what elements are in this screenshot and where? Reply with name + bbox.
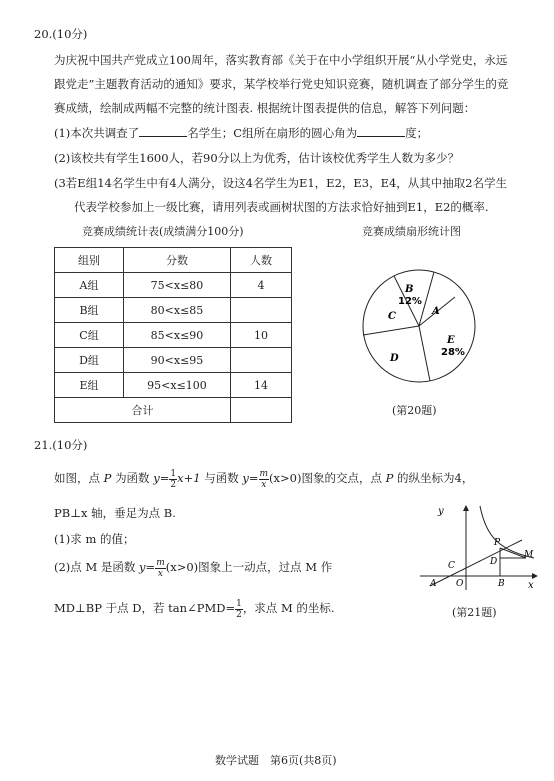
- q21-s3-text-a: MD⊥BP 于点 D，若 tan∠PMD=: [54, 601, 236, 615]
- table-header-cell: 人数: [231, 248, 292, 273]
- fraction-numerator: 1: [236, 598, 242, 609]
- fraction-denominator: 2: [236, 609, 242, 620]
- graph-label-y: y: [438, 506, 444, 517]
- formula-1-fraction: [169, 469, 177, 490]
- score-pie-chart: [360, 255, 484, 405]
- pie-label-b-percent: 12%: [398, 296, 422, 307]
- table-cell: 75<x≤80: [124, 273, 231, 298]
- table-cell: [231, 298, 292, 323]
- pie-label-a: A: [432, 306, 440, 317]
- page-footer: 数学试题 第6页(共8页): [215, 754, 337, 767]
- table-total-row: [55, 398, 292, 423]
- q21-subquestion-2-line-2: [54, 596, 335, 620]
- table-header-cell: 组别: [55, 248, 124, 273]
- table-cell: 14: [231, 373, 292, 398]
- q21-line-2: PB⊥x 轴，垂足为点 B.: [54, 506, 176, 520]
- table-cell: 4: [231, 273, 292, 298]
- q21-l1-text-c: 为函数: [115, 471, 150, 485]
- table-row: [55, 298, 292, 323]
- fraction-denominator: x: [261, 479, 267, 490]
- formula-2-fraction: [259, 469, 270, 490]
- pie-label-b: B: [405, 284, 414, 295]
- q21-subquestion-2: [54, 555, 332, 579]
- q20-header: 20.(10分): [34, 27, 88, 41]
- q21-s3-text-b: ，求点 M 的坐标.: [242, 601, 335, 615]
- q20-paragraph-line-3: 赛成绩，绘制成两幅不完整的统计图表. 根据统计图表提供的信息，解答下列问题：: [54, 101, 476, 115]
- q20-subquestion-3-line-2: 代表学校参加上一级比赛，请用列表或画树状图的方法求恰好抽到E1，E2的概率.: [74, 200, 489, 214]
- fraction-numerator: 1: [170, 468, 177, 479]
- graph-label-x: x: [528, 580, 534, 591]
- fraction-numerator: m: [156, 557, 165, 568]
- table-cell: 85<x≤90: [124, 323, 231, 348]
- q20-s1-part-a: (1)本次共调查了: [54, 126, 140, 140]
- q21-l1-text-d: 与函数: [204, 471, 239, 485]
- graph-label-o: O: [456, 579, 464, 589]
- table-row: [55, 273, 292, 298]
- x-axis-arrow: [532, 573, 538, 579]
- q20-s1-part-b: 名学生；C组所在扇形的圆心角为: [187, 126, 358, 140]
- graph-label-p: P: [494, 538, 501, 548]
- q21-header: 21.(10分): [34, 438, 88, 452]
- y-axis-arrow: [463, 505, 469, 511]
- q21-function-graph: [416, 502, 544, 592]
- table-cell: 80<x≤85: [124, 298, 231, 323]
- pie-label-d: D: [390, 353, 399, 364]
- pie-label-c: C: [388, 311, 396, 322]
- q20-pie-title: 竞赛成绩扇形统计图: [362, 225, 461, 238]
- q21-l1-point-p: P: [103, 471, 112, 485]
- formula-1-rhs: x+1: [177, 471, 201, 485]
- table-cell: D组: [55, 348, 124, 373]
- q20-caption: (第20题): [392, 404, 437, 417]
- table-cell: 95<x≤100: [124, 373, 231, 398]
- table-cell: [231, 348, 292, 373]
- formula-2-lhs: y=: [242, 471, 259, 485]
- q20-subquestion-3-line-1: (3若E组14名学生中有4人满分，设这4名学生为E1，E2，E3，E4，从其中抽取2名学生: [54, 176, 508, 190]
- table-header-cell: 分数: [124, 248, 231, 273]
- formula-3-fraction: [235, 599, 243, 620]
- q21-l1-text-e: (x>0)图象的交点，点: [269, 471, 382, 485]
- table-cell: [231, 398, 292, 423]
- table-row: [55, 323, 292, 348]
- q20-paragraph-line-2: 跟党走”主题教育活动的通知》要求，某学校举行党史知识竞赛，随机调查了部分学生的竞: [54, 77, 509, 91]
- q20-subquestion-2: (2)该校共有学生1600人，若90分以上为优秀，估计该校优秀学生人数为多少？: [54, 151, 460, 165]
- pie-sector-line: [419, 326, 430, 381]
- q21-s2-text-b: (x>0)图象上一动点，过点 M 作: [165, 560, 333, 574]
- graph-label-c: C: [448, 561, 455, 571]
- q21-line-1: [54, 466, 473, 490]
- segment-pm: [500, 548, 526, 558]
- graph-label-m: M: [524, 550, 534, 560]
- q21-s2-text-a: (2)点 M 是函数: [54, 560, 136, 574]
- formula-2b-fraction: [155, 558, 166, 579]
- q20-s1-part-c: 度；: [405, 126, 429, 140]
- fraction-denominator: 2: [170, 479, 177, 490]
- graph-label-a: A: [430, 579, 437, 589]
- table-cell: 10: [231, 323, 292, 348]
- table-row: [55, 348, 292, 373]
- table-cell: B组: [55, 298, 124, 323]
- q20-table-title: 竞赛成绩统计表(成绩满分100分): [82, 225, 244, 238]
- table-cell: A组: [55, 273, 124, 298]
- table-total-label: 合计: [55, 398, 231, 423]
- q20-paragraph-line-1: 为庆祝中国共产党成立100周年，落实教育部《关于在中小学组织开展“从小学党史，永远: [54, 53, 508, 67]
- q20-s1-blank-2: [357, 125, 405, 137]
- pie-label-e: E: [447, 335, 455, 346]
- pie-sector-line: [363, 326, 419, 335]
- q21-caption: (第21题): [452, 606, 497, 619]
- q20-s1-blank-1: [139, 125, 187, 137]
- table-cell: E组: [55, 373, 124, 398]
- graph-label-d: D: [490, 557, 498, 567]
- fraction-numerator: m: [259, 468, 269, 479]
- table-cell: C组: [55, 323, 124, 348]
- table-cell: 90<x≤95: [124, 348, 231, 373]
- formula-1-lhs: y=: [153, 471, 170, 485]
- q21-subquestion-1: (1)求 m 的值；: [54, 532, 135, 546]
- q21-l1-point-p-2: P: [385, 471, 394, 485]
- score-statistics-table: [54, 247, 292, 423]
- q21-l1-text-a: 如图，点: [54, 471, 100, 485]
- fraction-denominator: x: [157, 568, 163, 579]
- graph-label-b: B: [498, 579, 505, 589]
- formula-2b-lhs: y=: [139, 560, 156, 574]
- pie-label-e-percent: 28%: [441, 347, 465, 358]
- table-header-row: [55, 248, 292, 273]
- linear-function-line: [430, 540, 522, 586]
- q21-l1-text-g: 的纵坐标为4，: [397, 471, 474, 485]
- table-row: [55, 373, 292, 398]
- q20-subquestion-1: [54, 125, 428, 141]
